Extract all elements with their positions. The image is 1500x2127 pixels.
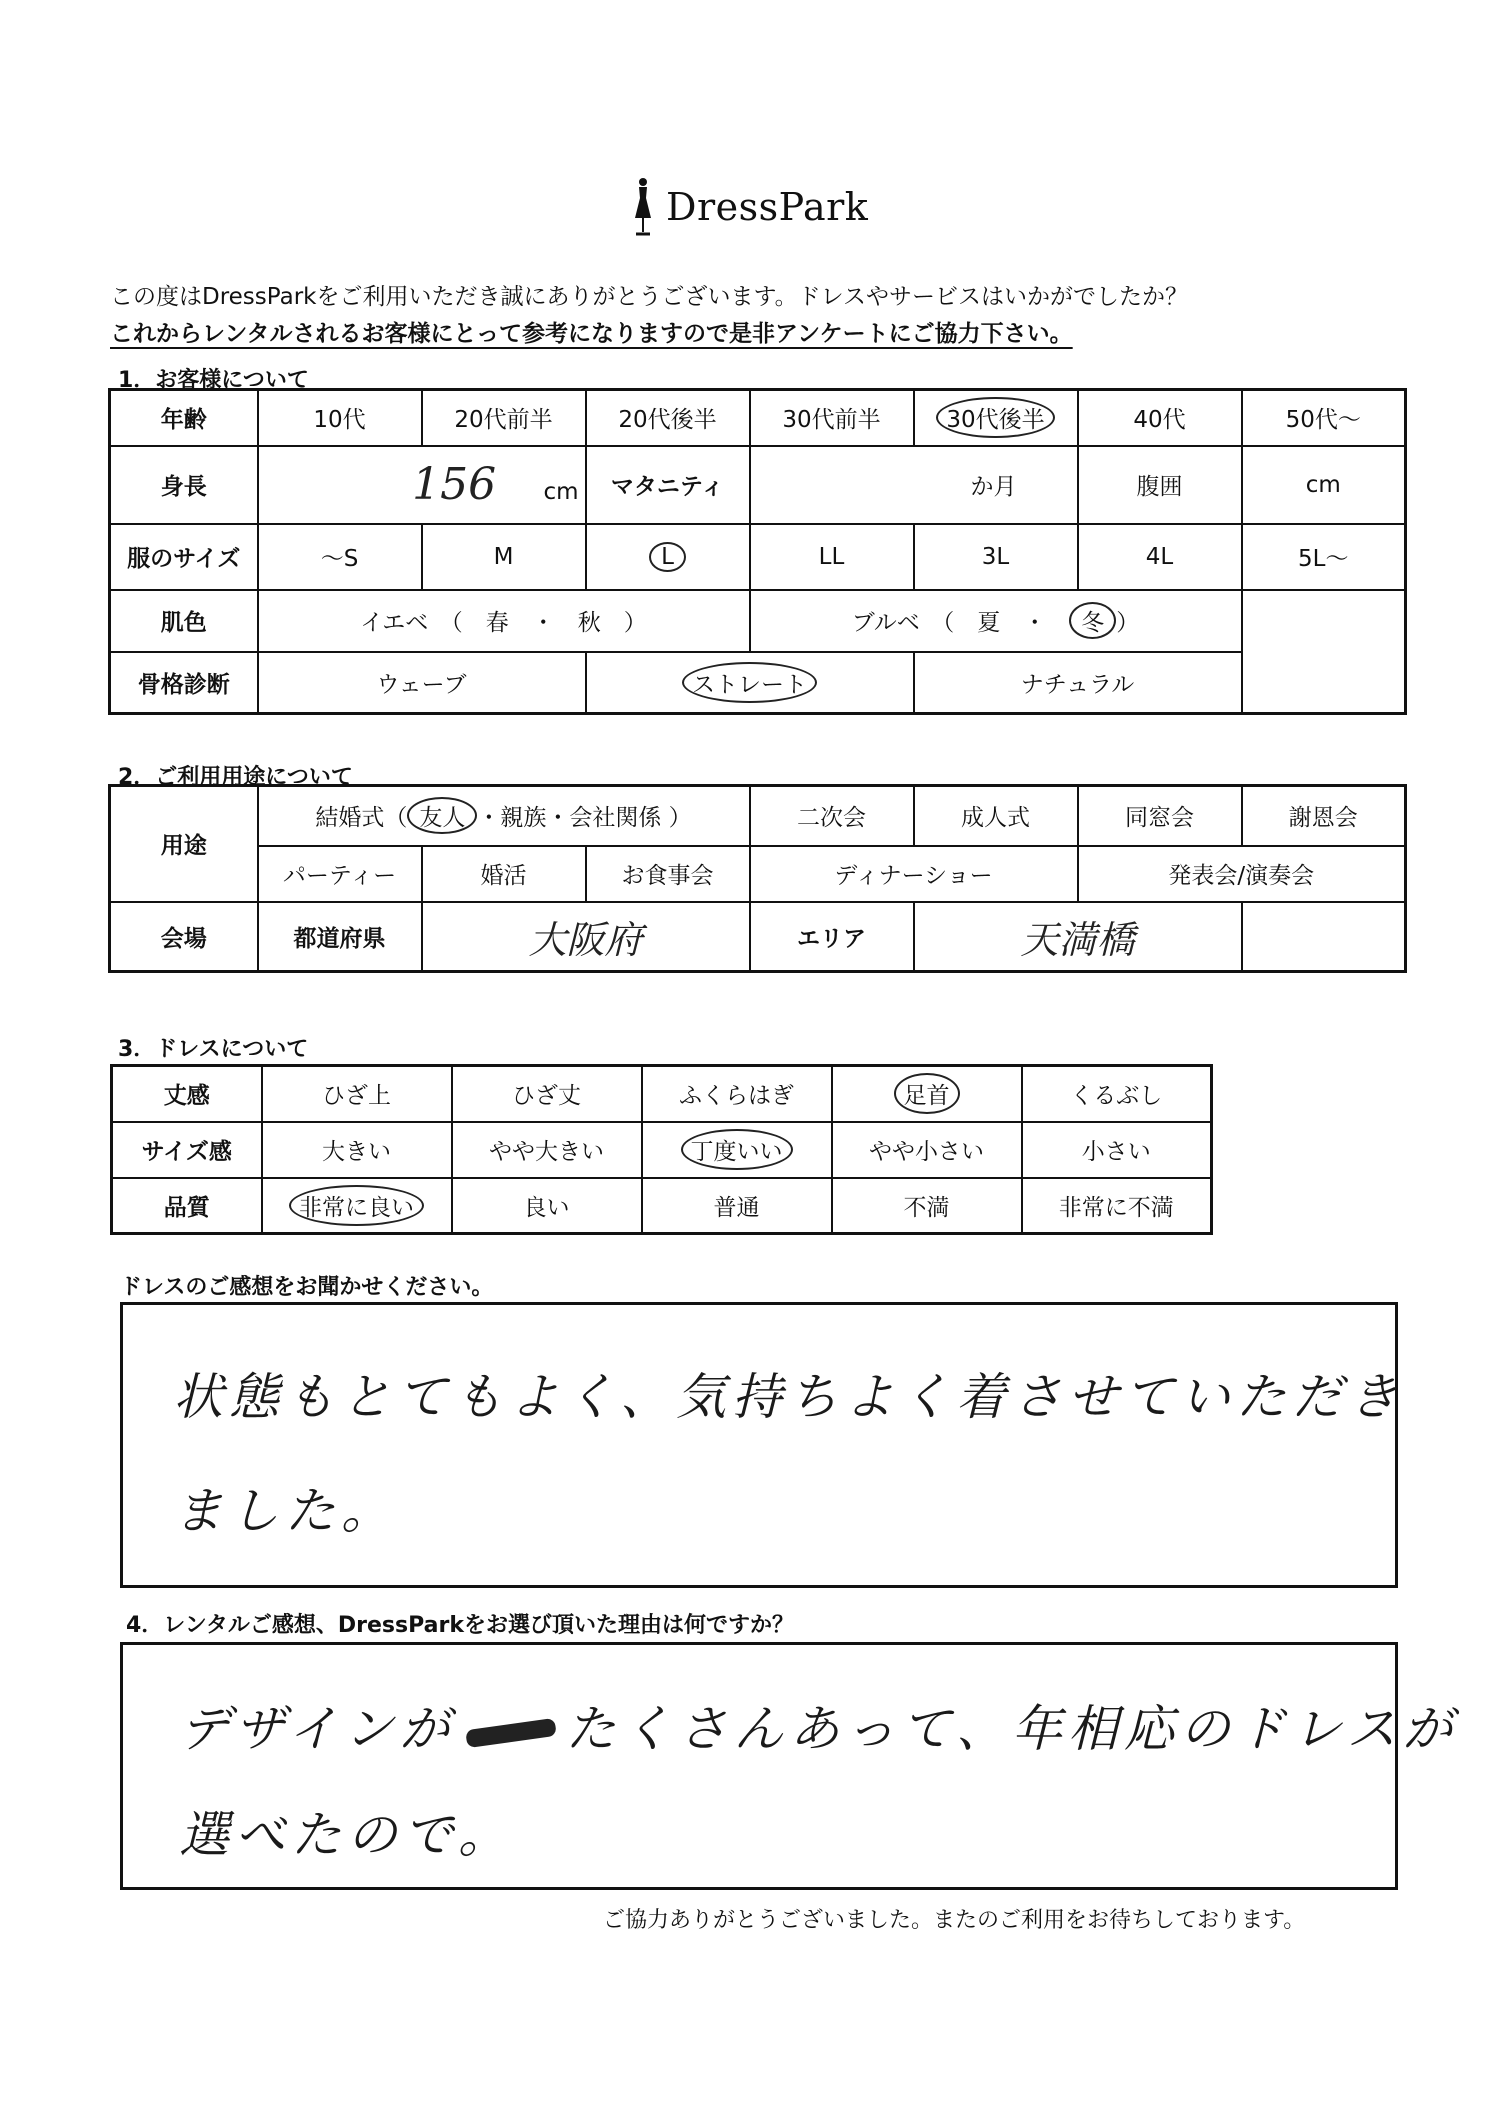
brand-logo bbox=[630, 176, 868, 238]
selection-circle: 30代後半 bbox=[936, 397, 1054, 438]
empty-cell bbox=[1242, 902, 1406, 972]
length-option[interactable]: ひざ上 bbox=[262, 1066, 452, 1122]
fit-option-selected[interactable] bbox=[642, 1122, 832, 1178]
reason-line-2: 選べたので。 bbox=[179, 1806, 514, 1864]
selection-circle: 冬 bbox=[1069, 602, 1116, 639]
prefecture-value: 大阪府 bbox=[528, 917, 643, 962]
area-field[interactable] bbox=[914, 902, 1242, 972]
impression-prompt: ドレスのご感想をお聞かせください。 bbox=[120, 1275, 494, 1300]
height-label: 身長 bbox=[110, 446, 258, 524]
skin-blue-option[interactable] bbox=[750, 590, 1242, 652]
maternity-label: マタニティ bbox=[586, 446, 750, 524]
fit-option[interactable]: 大きい bbox=[262, 1122, 452, 1178]
prefecture-field[interactable] bbox=[422, 902, 750, 972]
purpose-label: 用途 bbox=[110, 786, 258, 902]
selection-circle: L bbox=[649, 542, 686, 572]
reason-text-a: デザインが bbox=[179, 1700, 456, 1758]
quality-label: 品質 bbox=[112, 1178, 262, 1234]
dress-table bbox=[110, 1064, 1213, 1235]
selection-circle: 丁度いい bbox=[681, 1129, 793, 1170]
age-option[interactable]: 40代 bbox=[1078, 390, 1242, 446]
age-option[interactable]: 20代後半 bbox=[586, 390, 750, 446]
section2-title: 2．ご利用用途について bbox=[118, 765, 353, 790]
intro-line-1: この度はDressParkをご利用いただき誠にありがとうございます。ドレスやサービスはいかがでしたか？ bbox=[110, 284, 1188, 310]
section1-title: 1．お客様について bbox=[118, 368, 309, 393]
section3-title: 3．ドレスについて bbox=[118, 1037, 309, 1062]
selection-circle: 友人 bbox=[407, 797, 477, 834]
waist-field[interactable] bbox=[1242, 446, 1406, 524]
fit-option[interactable]: やや大きい bbox=[452, 1122, 642, 1178]
waist-label: 腹囲 bbox=[1078, 446, 1242, 524]
empty-cell bbox=[1242, 652, 1406, 714]
quality-option[interactable]: 非常に不満 bbox=[1022, 1178, 1212, 1234]
reason-box[interactable] bbox=[120, 1642, 1459, 1890]
quality-option[interactable]: 良い bbox=[452, 1178, 642, 1234]
height-field[interactable] bbox=[258, 446, 586, 524]
skin-yellow-option[interactable]: イエベ （ 春 ・ 秋 ） bbox=[258, 590, 750, 652]
brand-name: DressPark bbox=[666, 185, 869, 229]
crossed-out-scribble bbox=[465, 1718, 557, 1748]
maternity-unit: か月 bbox=[970, 474, 1017, 500]
age-option[interactable]: 20代前半 bbox=[422, 390, 586, 446]
frame-option-selected[interactable] bbox=[586, 652, 914, 714]
reason-line-1 bbox=[179, 1689, 1459, 1761]
selection-circle: 足首 bbox=[894, 1073, 960, 1114]
purpose-option[interactable]: 発表会/演奏会 bbox=[1078, 846, 1406, 902]
length-option-selected[interactable] bbox=[832, 1066, 1022, 1122]
prefecture-label: 都道府県 bbox=[258, 902, 422, 972]
maternity-field[interactable] bbox=[750, 446, 1078, 524]
impression-line-1: 状態もとてもよく、気持ちよく着させていただき bbox=[173, 1368, 1404, 1426]
selection-circle: 非常に良い bbox=[289, 1185, 424, 1226]
area-value: 天満橋 bbox=[1020, 917, 1135, 962]
wedding-option[interactable] bbox=[258, 786, 750, 846]
purpose-option[interactable]: お食事会 bbox=[586, 846, 750, 902]
quality-option[interactable]: 普通 bbox=[642, 1178, 832, 1234]
area-label: エリア bbox=[750, 902, 914, 972]
impression-line-2: ました。 bbox=[173, 1482, 397, 1540]
size-option[interactable]: 3L bbox=[914, 524, 1078, 590]
age-option[interactable]: 30代前半 bbox=[750, 390, 914, 446]
skin-label: 肌色 bbox=[110, 590, 258, 652]
purpose-option[interactable]: 婚活 bbox=[422, 846, 586, 902]
purpose-option[interactable]: ディナーショー bbox=[750, 846, 1078, 902]
purpose-option[interactable]: 同窓会 bbox=[1078, 786, 1242, 846]
age-option-selected[interactable] bbox=[914, 390, 1078, 446]
customer-table bbox=[108, 388, 1407, 715]
purpose-table bbox=[108, 784, 1407, 973]
selection-circle: ストレート bbox=[682, 662, 817, 703]
quality-option[interactable]: 不満 bbox=[832, 1178, 1022, 1234]
intro-line-2: これからレンタルされるお客様にとって参考になりますので是非アンケートにご協力下さい。 bbox=[110, 321, 1073, 347]
fit-option[interactable]: 小さい bbox=[1022, 1122, 1212, 1178]
size-label: 服のサイズ bbox=[110, 524, 258, 590]
purpose-option[interactable]: 成人式 bbox=[914, 786, 1078, 846]
dress-mannequin-icon bbox=[630, 176, 656, 238]
height-unit: cm bbox=[543, 479, 579, 505]
purpose-option[interactable]: パーティー bbox=[258, 846, 422, 902]
purpose-option[interactable]: 謝恩会 bbox=[1242, 786, 1406, 846]
impression-box[interactable] bbox=[120, 1302, 1404, 1588]
wedding-suffix: ・親族・会社関係 ） bbox=[477, 805, 692, 832]
age-option[interactable]: 10代 bbox=[258, 390, 422, 446]
waist-unit: cm bbox=[1305, 471, 1341, 498]
length-option[interactable]: ひざ丈 bbox=[452, 1066, 642, 1122]
size-option[interactable]: 4L bbox=[1078, 524, 1242, 590]
section4-title: 4．レンタルご感想、DressParkをお選び頂いた理由は何ですか？ bbox=[126, 1613, 794, 1638]
purpose-option[interactable]: 二次会 bbox=[750, 786, 914, 846]
reason-text-b: たくさんあって、年相応のドレスが bbox=[565, 1700, 1459, 1758]
size-option-selected[interactable] bbox=[586, 524, 750, 590]
length-label: 丈感 bbox=[112, 1066, 262, 1122]
venue-label: 会場 bbox=[110, 902, 258, 972]
size-option[interactable]: 5L～ bbox=[1242, 524, 1406, 590]
length-option[interactable]: ふくらはぎ bbox=[642, 1066, 832, 1122]
empty-cell bbox=[1242, 590, 1406, 652]
footer-thanks: ご協力ありがとうございました。またのご利用をお待ちしております。 bbox=[603, 1908, 1306, 1933]
fit-label: サイズ感 bbox=[112, 1122, 262, 1178]
length-option[interactable]: くるぶし bbox=[1022, 1066, 1212, 1122]
skin-blue-suffix: ） bbox=[1116, 610, 1140, 636]
size-option[interactable]: ～S bbox=[258, 524, 422, 590]
height-value: 156 bbox=[412, 459, 497, 510]
age-option[interactable]: 50代～ bbox=[1242, 390, 1406, 446]
frame-option[interactable]: ウェーブ bbox=[258, 652, 586, 714]
frame-label: 骨格診断 bbox=[110, 652, 258, 714]
fit-option[interactable]: やや小さい bbox=[832, 1122, 1022, 1178]
frame-option[interactable]: ナチュラル bbox=[914, 652, 1242, 714]
wedding-prefix: 結婚式（ bbox=[315, 805, 408, 832]
age-label: 年齢 bbox=[110, 390, 258, 446]
size-option[interactable]: M bbox=[422, 524, 586, 590]
skin-blue-prefix: ブルベ （ 夏 ・ bbox=[851, 610, 1070, 636]
quality-option-selected[interactable] bbox=[262, 1178, 452, 1234]
size-option[interactable]: LL bbox=[750, 524, 914, 590]
